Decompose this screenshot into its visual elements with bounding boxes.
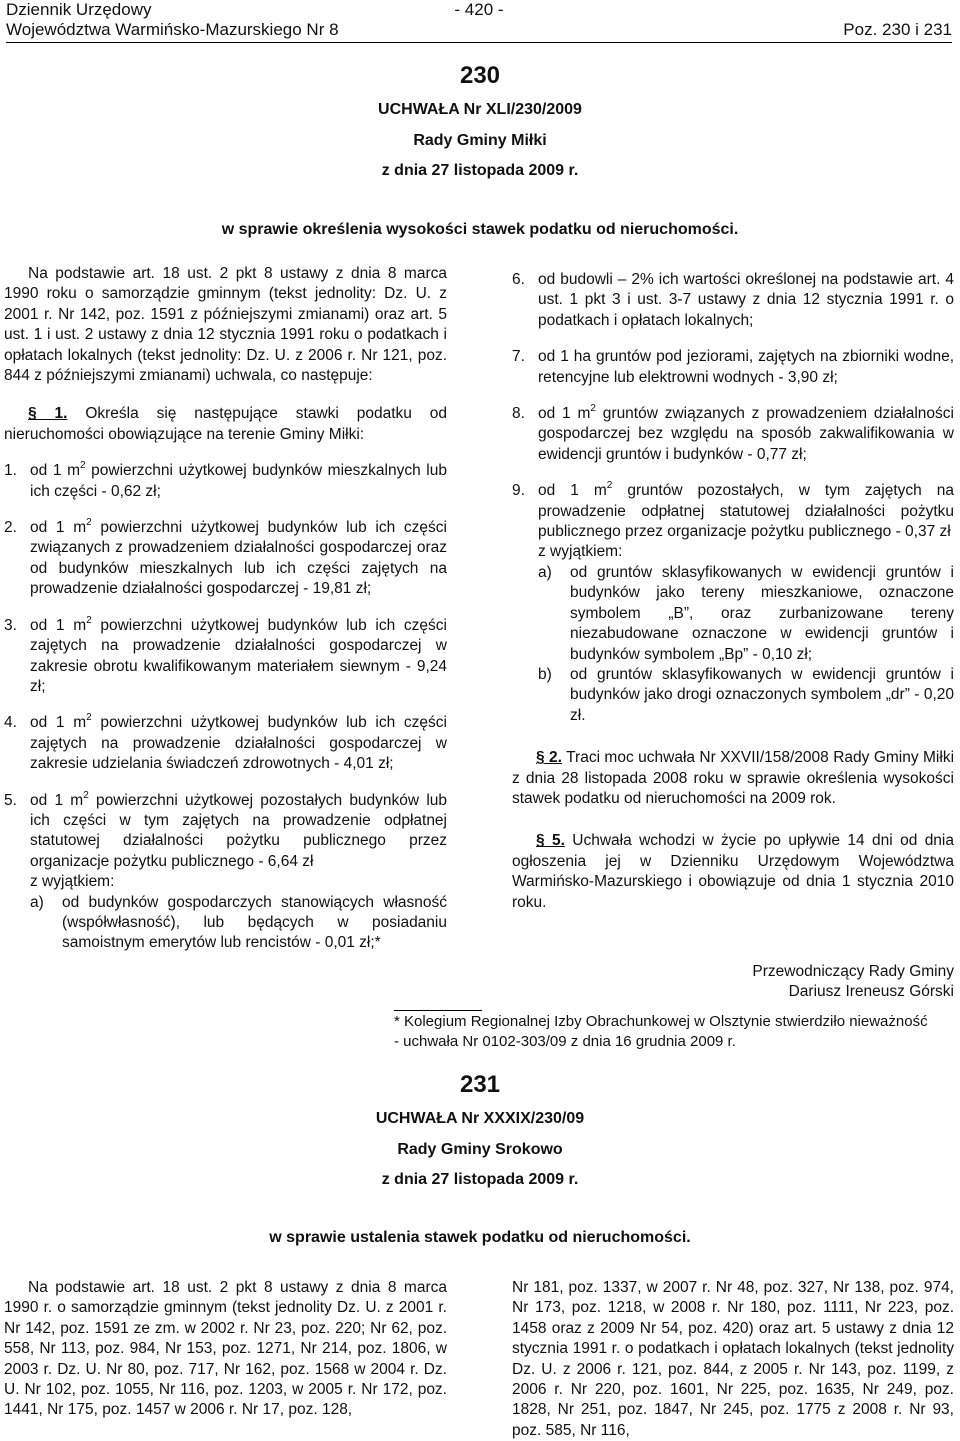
act231-date: z dnia 27 listopada 2009 r. — [381, 1171, 579, 1188]
rate-item — [4, 518, 447, 600]
rate-item-number: 2. — [4, 519, 17, 537]
item9-exception-b — [512, 665, 954, 726]
footnote-rule — [394, 1010, 482, 1011]
act230-issuer: Rady Gminy Miłki — [413, 132, 547, 149]
act230-subject: w sprawie określenia wysokości stawek podatku od nieruchomości. — [221, 221, 739, 238]
rate-item-text: od 1 m — [30, 616, 87, 634]
rate-item-number: 8. — [512, 405, 525, 423]
act230-par5-text: Uchwała wchodzi w życie po upływie 14 dni od dnia ogłoszenia jej w Dzienniku Urzędowym Województwa Warmińsko-Mazurskiego i obowiązuje od dnia 1 stycznia 2010 roku. — [512, 832, 954, 911]
footnote-line1: * Kolegium Regionalnej Izby Obrachunkowej w Olsztynie stwierdziło nieważność — [394, 1013, 928, 1030]
rate-item — [4, 461, 447, 502]
rate-item-number: 4. — [4, 714, 17, 732]
signature-role: Przewodniczący Rady Gminy — [752, 963, 954, 980]
item9-exception-a-label: a) — [538, 563, 552, 581]
footnote-line2: - uchwała Nr 0102-303/09 z dnia 16 grudnia 2009 r. — [394, 1033, 736, 1050]
rate-item-number: 9. — [512, 482, 525, 500]
rate-item — [512, 404, 954, 465]
rate-item-text-rest: powierzchni użytkowej budynków lub ich części związanych z prowadzeniem działalności gospodarczej oraz od budynków mieszkalnych lub ich części zajętych na prowadzenie działalności gospodarczej - 19,81 zł; — [30, 519, 447, 598]
act231-subject: w sprawie ustalenia stawek podatku od nieruchomości. — [269, 1229, 691, 1246]
header-position-ref: Poz. 230 i 231 — [843, 20, 952, 39]
rate-item-number: 5. — [4, 791, 17, 809]
rate-item-sup: 2 — [79, 460, 86, 472]
item5-exception-a-text: od budynków gospodarczych stanowiących własność (współwłasność), lub będących w posiadaniu samoistnym emerytów lub rencistów - 0,01 zł;* — [62, 893, 447, 952]
rate-item-number: 1. — [4, 462, 17, 480]
item5-exception-a — [4, 893, 447, 954]
item5-exception-a-label: a) — [30, 893, 44, 911]
act230-preamble: Na podstawie art. 18 ust. 2 pkt 8 ustawy z dnia 8 marca 1990 roku o samorządzie gminnym (tekst jednolity: Dz. U. z 2001 r. Nr 142, poz. 1591 z późniejszymi zmianami) oraz art. 5 ust. 1 i ust. 2 ustawy z dnia 12 stycznia 1991 roku o podatkach i opłatach lokalnych (tekst jednolity: Dz. U. z 2006 r. Nr 121, poz. 844 z późniejszymi zmianami) uchwala, co następuje: — [4, 265, 447, 385]
rate-item — [4, 713, 447, 774]
act230-footnote — [394, 1012, 954, 1052]
item9-exception-a-text: od gruntów sklasyfikowanych w ewidencji gruntów i budynków jako tereny mieszkaniowe, oznaczone symbolem „B”, oraz zurbanizowane tereny niezabudowane oznaczone w ewidencji gruntów i budynków symbolem „Bp” - 0,10 zł; — [570, 563, 954, 663]
rate-item-sup: 2 — [590, 403, 596, 415]
rate-item-text-rest: powierzchni użytkowej budynków lub ich części zajętych na prowadzenie działalności gospodarczej w zakresie udzielania świadczeń zdrowotnych - 4,01 zł; — [30, 714, 447, 773]
rate-item-text-rest: gruntów pozostałych, w tym zajętych na prowadzenie odpłatnej statutowej działalności pożytku publicznego przez organizacje pożytku publicznego - 0,37 zł — [538, 482, 954, 541]
item5-exception-label: z wyjątkiem: — [30, 873, 115, 891]
act230-date: z dnia 27 listopada 2009 r. — [381, 162, 579, 179]
act230-par1 — [4, 404, 447, 445]
act231-preamble-left: Na podstawie art. 18 ust. 2 pkt 8 ustawy z dnia 8 marca 1990 r. o samorządzie gminnym (tekst jednolity Dz. U. z 2001 r. Nr 142, poz. 1591 ze zm. w 2002 r. Nr 23, poz. 220; Nr 62, poz. 558, Nr 113, poz. 984, Nr 153, poz. 1271, Nr 214, poz. 1806, w 2003 r. Dz. U. Nr 80, poz. 717, Nr 162, poz. 1568 w 2004 r. Dz. U. Nr 102, poz. 1055, Nr 116, poz. 1203, w 2005 r. Nr 172, poz. 1441, Nr 175, poz. 1457 w 2006 r. Nr 17, poz. 128, — [4, 1279, 447, 1419]
rate-item-text: od 1 m — [30, 791, 84, 809]
act230-par1-text: Określa się następujące stawki podatku od nieruchomości obowiązujące na terenie Gminy Miłki: — [4, 405, 448, 443]
rate-item-text: od 1 m — [30, 519, 87, 537]
act230-title: UCHWAŁA Nr XLI/230/2009 — [378, 101, 582, 118]
act230-par2 — [512, 748, 954, 809]
rate-item-text: od 1 m — [538, 482, 607, 500]
act231-title: UCHWAŁA Nr XXXIX/230/09 — [375, 1110, 585, 1127]
act230-number: 230 — [459, 62, 501, 89]
rate-item-number: 3. — [4, 616, 17, 634]
act231-left-column — [4, 1278, 447, 1421]
rate-item-text: od 1 ha gruntów pod jeziorami, zajętych na zbiorniki wodne, retencyjne lub elektrowni wodnych - 3,90 zł; — [538, 348, 954, 386]
act230-right-column — [512, 270, 954, 929]
act230-par5-label: § 5. — [536, 832, 565, 850]
rate-item-text-rest: powierzchni użytkowej budynków mieszkalnych lub ich części - 0,62 zł; — [30, 462, 447, 500]
rate-item-sup: 2 — [86, 517, 92, 529]
header-journal-line1: Dziennik Urzędowy — [6, 0, 152, 19]
act230-par2-label: § 2. — [536, 749, 562, 767]
header-page-number: - 420 - — [454, 0, 504, 19]
act230-signature — [752, 962, 954, 1003]
rate-item-sup: 2 — [83, 789, 89, 801]
rate-item-text: od budowli – 2% ich wartości określonej na podstawie art. 4 ust. 1 pkt 3 i ust. 3-7 ustawy z dnia 12 stycznia 1991 r. o podatkach i opłatach lokalnych; — [538, 271, 954, 329]
act230-par2-text: Traci moc uchwała Nr XXVII/158/2008 Rady Gminy Miłki z dnia 28 listopada 2008 roku w sprawie określenia wysokości stawek podatku od nieruchomości na 2009 rok. — [512, 749, 955, 807]
act231-number: 231 — [459, 1071, 501, 1098]
rate-item-sup: 2 — [86, 712, 92, 724]
item9-exception-a — [512, 563, 954, 665]
act230-left-column — [4, 264, 447, 954]
rate-item-text-rest: powierzchni użytkowej budynków lub ich części zajętych na prowadzenie działalności gospodarczej w zakresie obrotu kwalifikowanym materiałem siewnym - 9,24 zł; — [30, 616, 447, 695]
running-header — [6, 0, 952, 43]
rate-item-text: od 1 m — [30, 714, 87, 732]
act231-issuer: Rady Gminy Srokowo — [397, 1141, 563, 1158]
rate-item-text: od 1 m — [30, 462, 80, 480]
rate-item-text-rest: powierzchni użytkowej pozostałych budynków lub ich części w tym zajętych na prowadzenie odpłatnej statutowej działalności pożytku publicznego przez organizacje pożytku publicznego - 6,64 zł — [30, 791, 447, 870]
rate-item-text-rest: gruntów związanych z prowadzeniem działalności gospodarczej bez względu na sposób zakwalifikowania w ewidencji gruntów i budynków - 0,77 zł; — [538, 405, 954, 463]
rate-item-sup: 2 — [86, 614, 92, 626]
item9-exception-b-label: b) — [538, 665, 552, 683]
act230-par5 — [512, 831, 954, 913]
rate-item — [4, 791, 447, 873]
act230-par1-label: § 1. — [28, 405, 68, 423]
rate-item — [512, 270, 954, 331]
rate-item — [4, 616, 447, 698]
header-journal-line2: Województwa Warmińsko-Mazurskiego Nr 8 — [6, 20, 339, 39]
rate-item-text: od 1 m — [538, 405, 591, 423]
act231-preamble-right: Nr 181, poz. 1337, w 2007 r. Nr 48, poz. 327, Nr 138, poz. 974, Nr 173, poz. 1218, w 2008 r. Nr 180, poz. 1111, Nr 223, poz. 1458 oraz z 2009 Nr 54, poz. 420) oraz art. 5 ustawy z dnia 12 stycznia 1991 r. o podatkach i opłatach lokalnych (tekst jednolity Dz. U. z 2006 r. 121, poz. 844, z 2005 r. Nr 143, poz. 1199, z 2006 r. Nr 220, poz. 1601, Nr 225, poz. 1635, Nr 249, poz. 1828, Nr 251, poz. 1847, Nr 245, poz. 1775 z 2008 r. Nr 93, poz. 585, Nr 116, — [512, 1279, 954, 1439]
rate-item-sup: 2 — [606, 480, 613, 492]
rate-item-number: 7. — [512, 348, 525, 366]
rate-item-number: 6. — [512, 271, 525, 288]
rate-item — [512, 481, 954, 542]
signature-name: Dariusz Ireneusz Górski — [788, 983, 954, 1001]
act231-right-column — [512, 1278, 954, 1441]
rate-item — [512, 347, 954, 388]
item9-exception-b-text: od gruntów sklasyfikowanych w ewidencji gruntów i budynków jako drogi oznaczonych symbolem „dr” - 0,20 zł. — [570, 665, 954, 724]
item9-exception-label: z wyjątkiem: — [538, 543, 623, 561]
